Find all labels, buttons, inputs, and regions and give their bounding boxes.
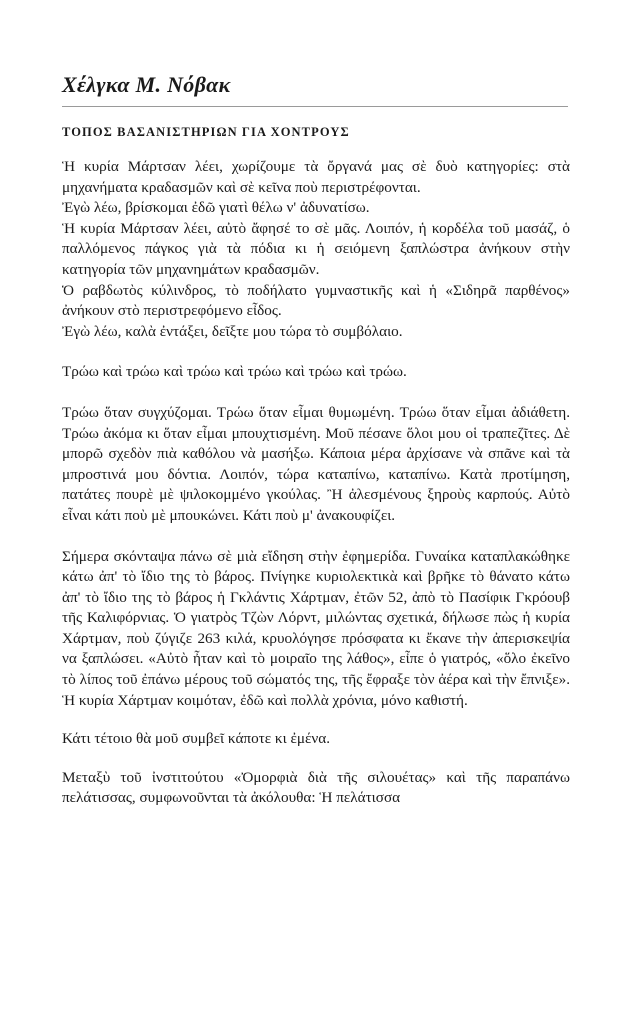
dialogue-line: Ἐγὼ λέω, καλὰ ἐντάξει, δεῖξτε μου τώρα τὸ συμβόλαιο. <box>62 322 403 340</box>
dialogue-line: Ἡ κυρία Μάρτσαν λέει, χωρίζουμε τὰ ὄργανά μας σὲ δυὸ κατηγορίες: στὰ μηχανήματα κραδασμῶν καὶ σὲ κεῖνα ποὺ περιστρέφονται. <box>62 158 570 196</box>
paragraph-gap <box>62 750 570 768</box>
paragraph-contract: Μεταξὺ τοῦ ἰνστιτούτου «Ὀμορφιὰ διὰ τῆς σιλουέτας» καὶ τῆς παραπάνω πελάτισσας, συμφωνοῦνται τὰ ἀκόλουθα: Ἡ πελάτισσα <box>62 768 570 807</box>
author-name: Χέλγκα Μ. Νόβακ <box>62 72 231 97</box>
dialogue-block <box>62 157 570 342</box>
paragraph-gap <box>62 527 570 547</box>
paragraph-gap <box>62 383 570 403</box>
paragraph-news: Σήμερα σκόνταψα πάνω σὲ μιὰ εἴδηση στὴν ἐφημερίδα. Γυναίκα καταπλακώθηκε κάτω ἀπ' τὸ ἴδιο της τὸ βάρος. Πνίγηκε κυριολεκτικὰ καὶ βρῆκε τὸ θάνατο κάτω ἀπ' τὸ ἴδιο της τὸ βάρος ἡ Γκλάντις Χάρτμαν, ἐτῶν 52, ἀπὸ τὸ Πασίφικ Γκρόουβ τῆς Καλιφόρνιας. Ὁ γιατρὸς Τζὼν Λόρντ, μιλώντας σχετικά, δήλωσε πὼς ἡ κυρία Χάρτμαν, ποὺ ζύγιζε 263 κιλά, κρυολόγησε πρόσφατα κι ἔκανε τὴν ἀπερισκεψία να ξαπλώσει. «Αὐτὸ ἦταν καὶ τὸ μοιραῖο της λάθος», εἶπε ὁ γιατρός, «ὅλο ἐκεῖνο τὸ λίπος τοῦ ἐπάνω μέρους τοῦ σώματός της, τῆς ἔφραξε τὸν ἀέρα καὶ τὴν ἔπνιξε». Ἡ κυρία Χάρτμαν κοιμόταν, ἐδῶ καὶ πολλὰ χρόνια, μόνο καθιστή. <box>62 547 570 709</box>
paragraph-fear: Κάτι τέτοιο θὰ μοῦ συμβεῖ κάποτε κι ἐμένα. <box>62 730 330 748</box>
dialogue-line: Ὁ ραβδωτὸς κύλινδρος, τὸ ποδήλατο γυμναστικῆς καὶ ἡ «Σιδηρᾶ παρθένος» ἀνήκουν στὸ περιστρεφόμενο εἶδος. <box>62 281 570 320</box>
book-page <box>62 70 570 809</box>
paragraph-gap <box>62 711 570 729</box>
paragraph-eating: Τρώω καὶ τρώω καὶ τρώω καὶ τρώω καὶ τρώω καὶ τρώω. <box>62 363 407 381</box>
story-title: ΤΟΠΟΣ ΒΑΣΑΝΙΣΤΗΡΙΩΝ ΓΙΑ ΧΟΝΤΡΟΥΣ <box>62 125 350 139</box>
header-rule <box>62 106 568 107</box>
paragraph-gap <box>62 342 570 362</box>
dialogue-line: Ἡ κυρία Μάρτσαν λέει, αὐτὸ ἄφησέ το σὲ μᾶς. Λοιπόν, ἡ κορδέλα τοῦ μασάζ, ὁ παλλόμενος πάγκος γιὰ τὰ πόδια κι ἡ σειόμενη ξαπλώστρα ἀνήκουν στὴν κατηγορία τῶν μηχανημάτων κραδασμῶν. <box>62 219 570 278</box>
dialogue-line: Ἐγὼ λέω, βρίσκομαι ἐδῶ γιατὶ θέλω ν' ἀδυνατίσω. <box>62 199 370 217</box>
paragraph-habits: Τρώω ὅταν συγχύζομαι. Τρώω ὅταν εἶμαι θυμωμένη. Τρώω ὅταν εἶμαι ἀδιάθετη. Τρώω ἀκόμα κι ὅταν εἶμαι μπουχτισμένη. Μοῦ πέσανε ὅλοι μου οἱ τραπεζῖτες. Δὲ μπορῶ σχεδὸν πιὰ καθόλου νὰ μασήξω. Κάποια μέρα ἀρχίσανε νὰ σπᾶνε καὶ τὰ μπροστινά μου δόντια. Λοιπόν, τώρα καταπίνω, καταπίνω. Κατὰ προτίμηση, πατάτες πουρὲ μὲ ψιλοκομμένο γκούλας. Ἢ ἀλεσμένους ξηροὺς καρπούς. Αὐτὸ εἶναι κάτι ποὺ μὲ μπουκώνει. Κάτι ποὺ μ' ἀνακουφίζει. <box>62 403 570 524</box>
